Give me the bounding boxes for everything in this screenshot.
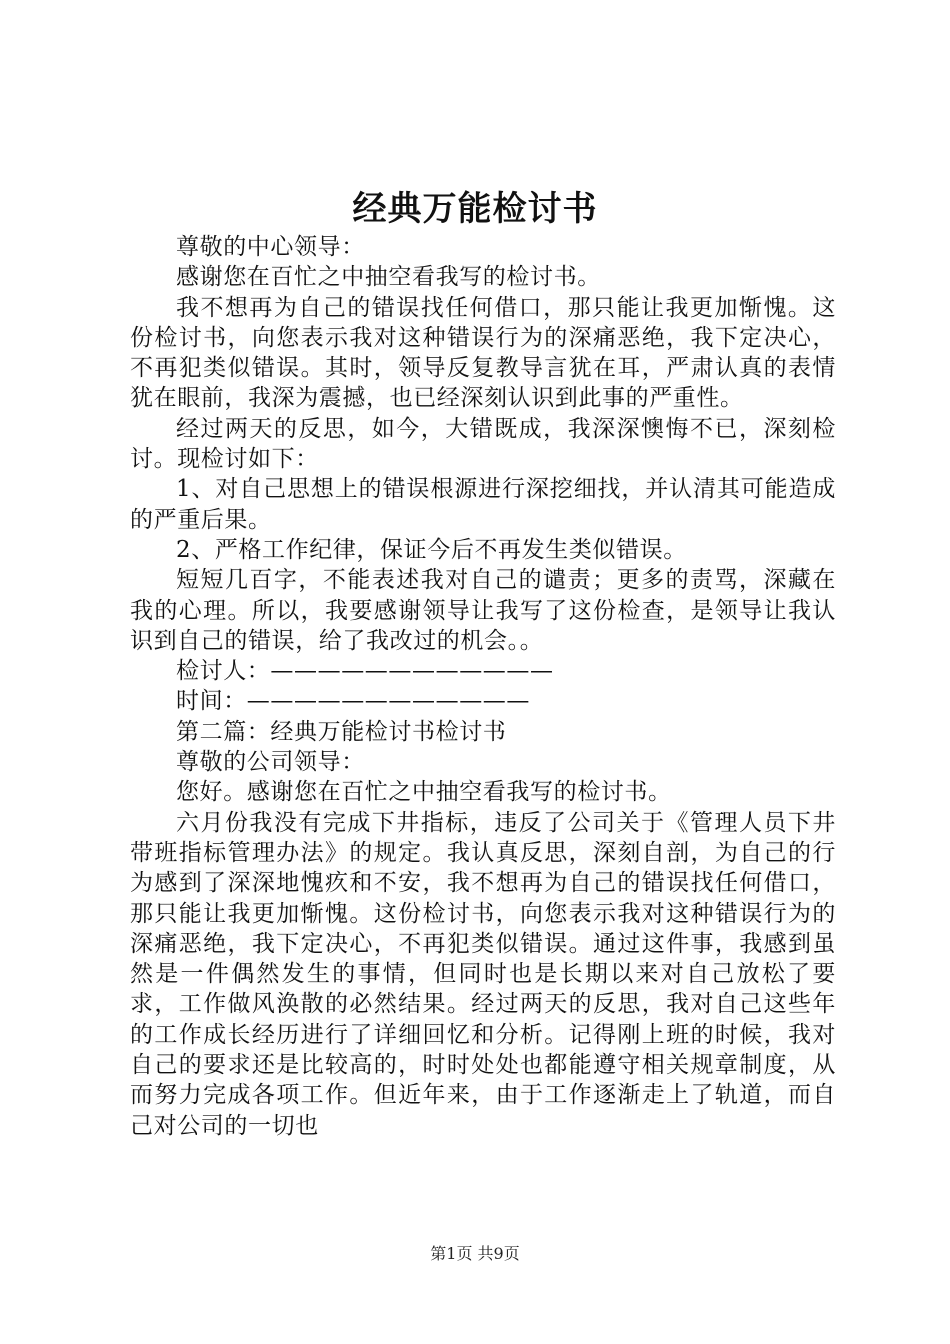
section-heading: 第二篇：经典万能检讨书检讨书 [176,718,507,745]
paragraph: 您好。感谢您在百忙之中抽空看我写的检讨书。 [176,779,672,806]
paragraph: 尊敬的中心领导： [176,234,365,260]
document-title: 经典万能检讨书 [352,189,598,229]
paragraph: 经过两天的反思，如今，大错既成，我深深懊悔不已，深刻检讨。现检讨如下： [130,415,836,473]
paragraph: 感谢您在百忙之中抽空看我写的检讨书。 [176,264,601,291]
paragraph: 六月份我没有完成下井指标，违反了公司关于《管理人员下井带班指标管理办法》的规定。我认真反思，深刻自剖，为自己的行为感到了深深地愧疚和不安，我不想再为自己的错误找任何借口，那只能让我更加惭愧。这份检讨书，向您表示我对这种错误行为的深痛恶绝，我下定决心，不再犯类似错误。通过这件事，我感到虽然是一件偶然发生的事情，但同时也是长期以来对自己放松了要求，工作做风涣散的必然结果。经过两天的反思，我对自己这些年的工作成长经历进行了详细回忆和分析。记得刚上班的时候，我对自己的要求还是比较高的，时时处处也都能遵守相关规章制度，从而努力完成各项工作。但近年来，由于工作逐渐走上了轨道，而自己对公司的一切也 [130,809,836,1139]
page-footer: 第1页 共9页 [430,1244,520,1263]
paragraph: 我不想再为自己的错误找任何借口，那只能让我更加惭愧。这份检讨书，向您表示我对这种错误行为的深痛恶绝，我下定决心，不再犯类似错误。其时，领导反复教导言犹在耳，严肃认真的表情犹在眼前，我深为震撼，也已经深刻认识到此事的严重性。 [130,294,836,412]
paragraph: 1、对自己思想上的错误根源进行深挖细找，并认清其可能造成的严重后果。 [130,476,836,533]
document-body [130,232,836,1141]
paragraph: 尊敬的公司领导： [176,749,365,776]
signature-line: 检讨人：———————————— [176,658,554,685]
paragraph: 2、严格工作纪律，保证今后不再发生类似错误。 [176,536,687,563]
paragraph: 短短几百字，不能表述我对自己的谴责；更多的责骂，深藏在我的心理。所以，我要感谢领导让我写了这份检查，是领导让我认识到自己的错误，给了我改过的机会。。 [130,567,836,654]
date-line: 时间：———————————— [176,688,530,715]
